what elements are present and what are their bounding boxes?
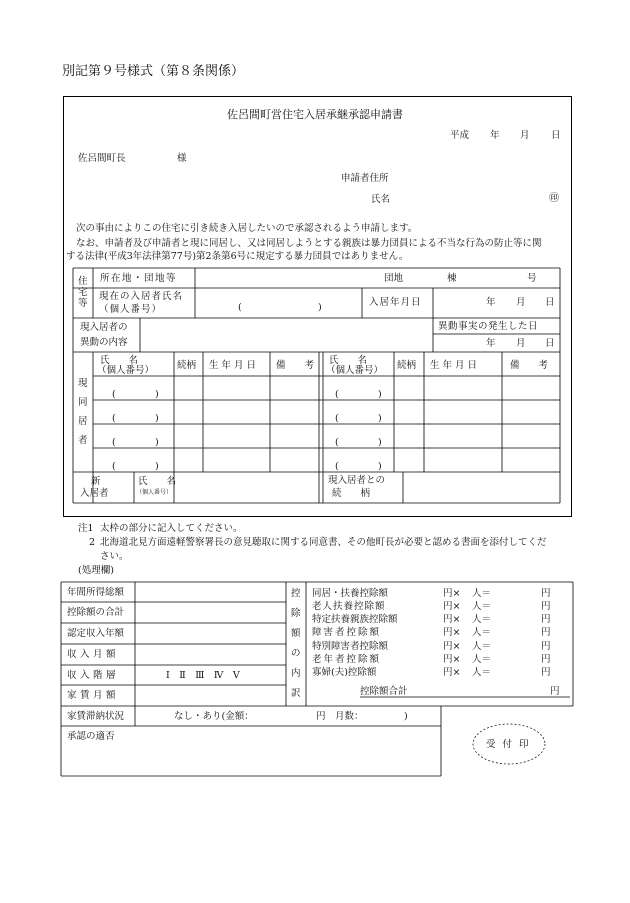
new-number-label: （個人番号） xyxy=(136,489,173,496)
building-label: 棟 xyxy=(447,273,457,284)
col-notes-right: 備 考 xyxy=(510,360,549,371)
col-birth-left: 生 年 月 日 xyxy=(209,360,257,371)
unit-label: 号 xyxy=(527,273,537,284)
deduction-total-label: 控除額の合計 xyxy=(67,607,125,618)
move-in-date-label: 入居年月日 xyxy=(369,297,422,308)
current-tenant-paren-close: ) xyxy=(318,302,322,313)
location-label: 所在地・団地等 xyxy=(100,273,178,284)
note-2: 北海道北見方面遠軽警察署長の意見聴取に関する同意書、その他町長が必要と認める書面を添付してくだ xyxy=(100,537,547,548)
new-tenant-label-2: 入居者 xyxy=(80,488,109,499)
col-name-right: 氏 名 xyxy=(329,355,368,366)
document-title: 佐呂間町営住宅入居承継承認申請書 xyxy=(227,108,403,121)
certified-income-label: 認定収入年額 xyxy=(67,628,125,639)
applicant-address-label: 申請者住所 xyxy=(341,173,389,184)
note-1: 太枠の部分に記入してください。 xyxy=(100,523,243,534)
note-2-num: 2 xyxy=(89,537,96,548)
col-name-left: 氏 名 xyxy=(100,355,139,366)
income-levels: Ⅰ Ⅱ Ⅲ Ⅳ Ⅴ xyxy=(166,670,240,681)
arrears-close: ) xyxy=(404,711,408,722)
applicant-name-label: 氏名 xyxy=(371,194,391,205)
arrears-yen: 円 xyxy=(316,711,326,722)
deduction-total-sum-label: 控除額合計 xyxy=(360,686,408,697)
addressee-honorific: 様 xyxy=(177,153,187,164)
new-tenant-label-1: 新 xyxy=(91,476,101,487)
statement-line-2: なお、申請者及び申請者と現に同居し、又は同居しようとする親族は暴力団員による不当な行為の防止等に関 xyxy=(76,238,542,249)
arrears-label: 家賃滞納状況 xyxy=(67,711,125,722)
change-date-label: 異動事実の発生した日 xyxy=(438,321,539,332)
seal-mark: ㊞ xyxy=(549,193,559,204)
new-name-label: 氏 名 xyxy=(138,476,177,487)
col-number-left: （個人番号） xyxy=(97,365,155,376)
col-number-right: （個人番号） xyxy=(326,365,384,376)
relation-label: 続 柄 xyxy=(332,488,371,499)
note-2b: さい。 xyxy=(100,551,129,562)
change-label: 現入居者の xyxy=(80,322,128,333)
current-tenant-number-label: （個人番号） xyxy=(99,304,163,315)
monthly-income-label: 収入月額 xyxy=(67,649,120,660)
approval-label: 承認の適否 xyxy=(67,731,115,742)
relation-to-tenant-label: 現入居者との xyxy=(328,475,386,486)
deduction-total-yen: 円 xyxy=(550,686,560,697)
col-relation-right: 続柄 xyxy=(397,360,417,371)
current-tenant-label: 現在の入居者氏名 xyxy=(99,291,184,302)
col-birth-right: 生 年 月 日 xyxy=(430,360,478,371)
col-relation-left: 続柄 xyxy=(177,360,197,371)
arrears-value: なし・あり(金額： xyxy=(174,711,254,722)
annual-income-label: 年間所得総額 xyxy=(67,587,125,598)
complex-label: 団地 xyxy=(384,273,404,284)
current-tenant-paren-open: ( xyxy=(238,302,242,313)
rent-label: 家賃月額 xyxy=(67,690,120,701)
change-content-label: 異動の内容 xyxy=(80,337,128,348)
reception-stamp: 受 付 印 xyxy=(486,739,531,750)
statement-line-3: する法律(平成3年法律第77号)第2条第6号に規定する暴力団員ではありません。 xyxy=(66,251,409,262)
arrears-months: 月数： xyxy=(335,711,364,722)
addressee-name: 佐呂間町長 xyxy=(78,153,126,164)
form-number: 別記第９号様式（第８条関係） xyxy=(62,64,245,79)
processing-heading: (処理欄) xyxy=(78,565,114,576)
note-1-num: 注1 xyxy=(78,523,94,534)
statement-line-1: 次の事由によりこの住宅に引き続き入居したいので承認されるよう申請します。 xyxy=(76,223,418,234)
income-level-label: 収入階層 xyxy=(67,670,120,681)
col-notes-left: 備 考 xyxy=(276,360,315,371)
